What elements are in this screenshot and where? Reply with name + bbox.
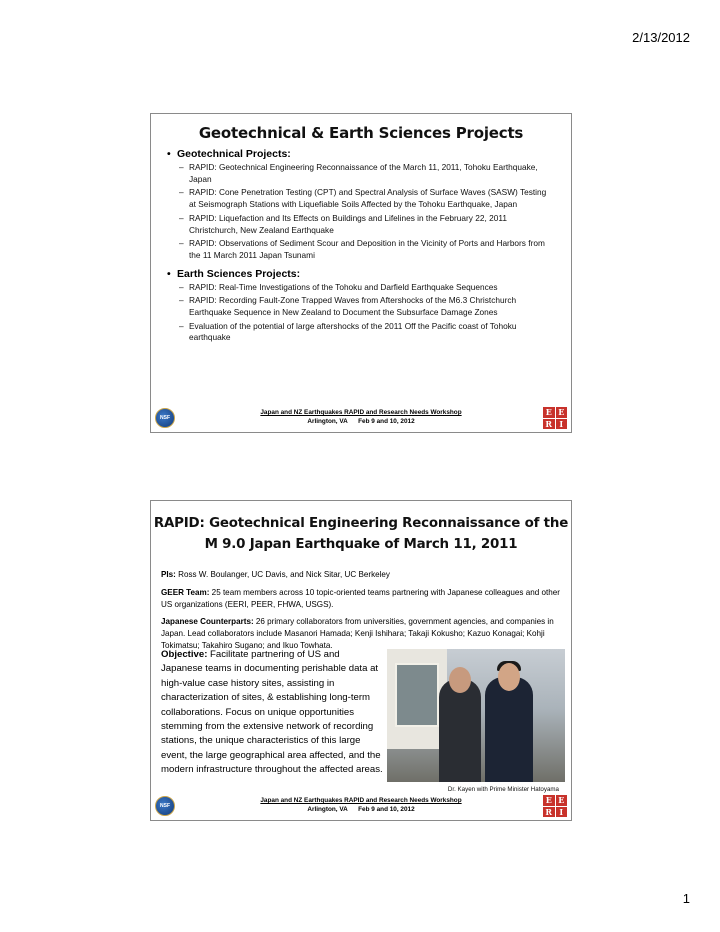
eeri-logo-icon	[543, 407, 567, 429]
footer-text	[151, 792, 571, 814]
photo-person-left	[439, 679, 481, 782]
footer-line-2: Arlington, VA Feb 9 and 10, 2012	[307, 806, 415, 813]
pis-label: PIs:	[161, 570, 176, 579]
slide-footer	[151, 404, 571, 432]
pis-paragraph	[161, 569, 561, 581]
photo-caption: Dr. Kayen with Prime Minister Hatoyama	[447, 786, 559, 793]
logo-letter: R	[543, 807, 555, 818]
list-item: – RAPID: Cone Penetration Testing (CPT) and Spectral Analysis of Surface Waves (SASW) Testing at Seismograph Stations with Liquefiable Soils Affected by the Tohoku Earthquake, Japan	[151, 187, 571, 210]
pis-text: Ross W. Boulanger, UC Davis, and Nick Sitar, UC Berkeley	[175, 570, 390, 579]
footer-line-1: Japan and NZ Earthquakes RAPID and Research Needs Workshop	[260, 409, 462, 416]
japan-text: 26 primary collaborators from universities, government agencies, and companies in Japan. Lead collaborators include Masanori Hamada; Kenji Ishihara; Takaji Kokusho; Kazuo Konagai; Kohji Tokimatsu; Takahiro Sugano; and Ikuo Towhata.	[161, 617, 554, 650]
logo-letter: I	[556, 419, 568, 430]
logo-letter: R	[543, 419, 555, 430]
japan-label: Japanese Counterparts:	[161, 617, 254, 627]
footer-text	[151, 404, 571, 426]
list-item: – RAPID: Recording Fault-Zone Trapped Waves from Aftershocks of the M6.3 Christchurch Earthquake Sequence in New Zealand to Document the Subsurface Damage Zones	[151, 295, 571, 318]
logo-letter: E	[556, 795, 568, 806]
logo-letter: E	[556, 407, 568, 418]
geer-text: 25 team members across 10 topic-oriented teams partnering with Japanese colleagues and other US organizations (EERI, PEER, FHWA, USGS).	[161, 587, 560, 609]
slide-geotechnical-earth-sciences	[150, 113, 572, 433]
nsf-logo-icon: NSF	[155, 408, 175, 428]
photo-person-right-head	[498, 663, 520, 691]
list-item: – RAPID: Geotechnical Engineering Reconnaissance of the March 11, 2011, Tohoku Earthquake, Japan	[151, 162, 571, 185]
slide-footer	[151, 792, 571, 820]
logo-letter: I	[556, 807, 568, 818]
objective-paragraph	[161, 648, 383, 778]
photo-person-right	[485, 677, 533, 782]
logo-letter: E	[543, 407, 555, 418]
list-item: – RAPID: Real-Time Investigations of the Tohoku and Darfield Earthquake Sequences	[151, 282, 571, 294]
eeri-logo-icon	[543, 795, 567, 817]
page-number: 1	[682, 891, 690, 906]
footer-line-2: Arlington, VA Feb 9 and 10, 2012	[307, 418, 415, 425]
page-date: 2/13/2012	[632, 30, 690, 45]
geer-label: GEER Team:	[161, 587, 210, 597]
sub-bullet-list	[151, 282, 571, 345]
slide-title: Geotechnical & Earth Sciences Projects	[198, 124, 524, 142]
list-item: – Evaluation of the potential of large aftershocks of the 2011 Off the Pacific coast of Tohoku earthquake	[151, 321, 571, 344]
list-item: – RAPID: Liquefaction and Its Effects on Buildings and Lifelines in the February 22, 2011 Christchurch, New Zealand Earthquake	[151, 213, 571, 236]
footer-line-1: Japan and NZ Earthquakes RAPID and Research Needs Workshop	[260, 797, 462, 804]
slide-title: RAPID: Geotechnical Engineering Reconnaissance of the M 9.0 Japan Earthquake of March 11, 2011	[153, 516, 569, 552]
geer-paragraph	[161, 587, 561, 611]
section-heading: • Geotechnical Projects:	[151, 148, 571, 160]
slide-rapid-japan-reconnaissance	[150, 500, 572, 821]
list-item: – RAPID: Observations of Sediment Scour and Deposition in the Vicinity of Ports and Harbors from the 11 March 2011 Japan Tsunami	[151, 238, 571, 261]
section-heading: • Earth Sciences Projects:	[151, 268, 571, 280]
photo-figure	[387, 649, 565, 793]
photo-person-left-head	[449, 667, 471, 693]
objective-text: Facilitate partnering of US and Japanese teams in documenting perishable data at high-value case history sites, assisting in characterization of sites, & establishing long-term collaborations. Focus on unique opportunities stemming from the extensive network of recording stations, the unique characteristics of this large event, the large geographical area affected, and the modern infrastructure throughout the affected areas.	[161, 649, 383, 776]
bullet-list	[151, 148, 571, 160]
objective-label: Objective:	[161, 649, 208, 660]
slide-body	[151, 569, 571, 652]
photo-kayen-hatoyama	[387, 649, 565, 782]
photo-window	[395, 663, 439, 727]
nsf-logo-icon: NSF	[155, 796, 175, 816]
sub-bullet-list	[151, 162, 571, 262]
japan-paragraph	[161, 616, 561, 651]
logo-letter: E	[543, 795, 555, 806]
bullet-list	[151, 268, 571, 280]
